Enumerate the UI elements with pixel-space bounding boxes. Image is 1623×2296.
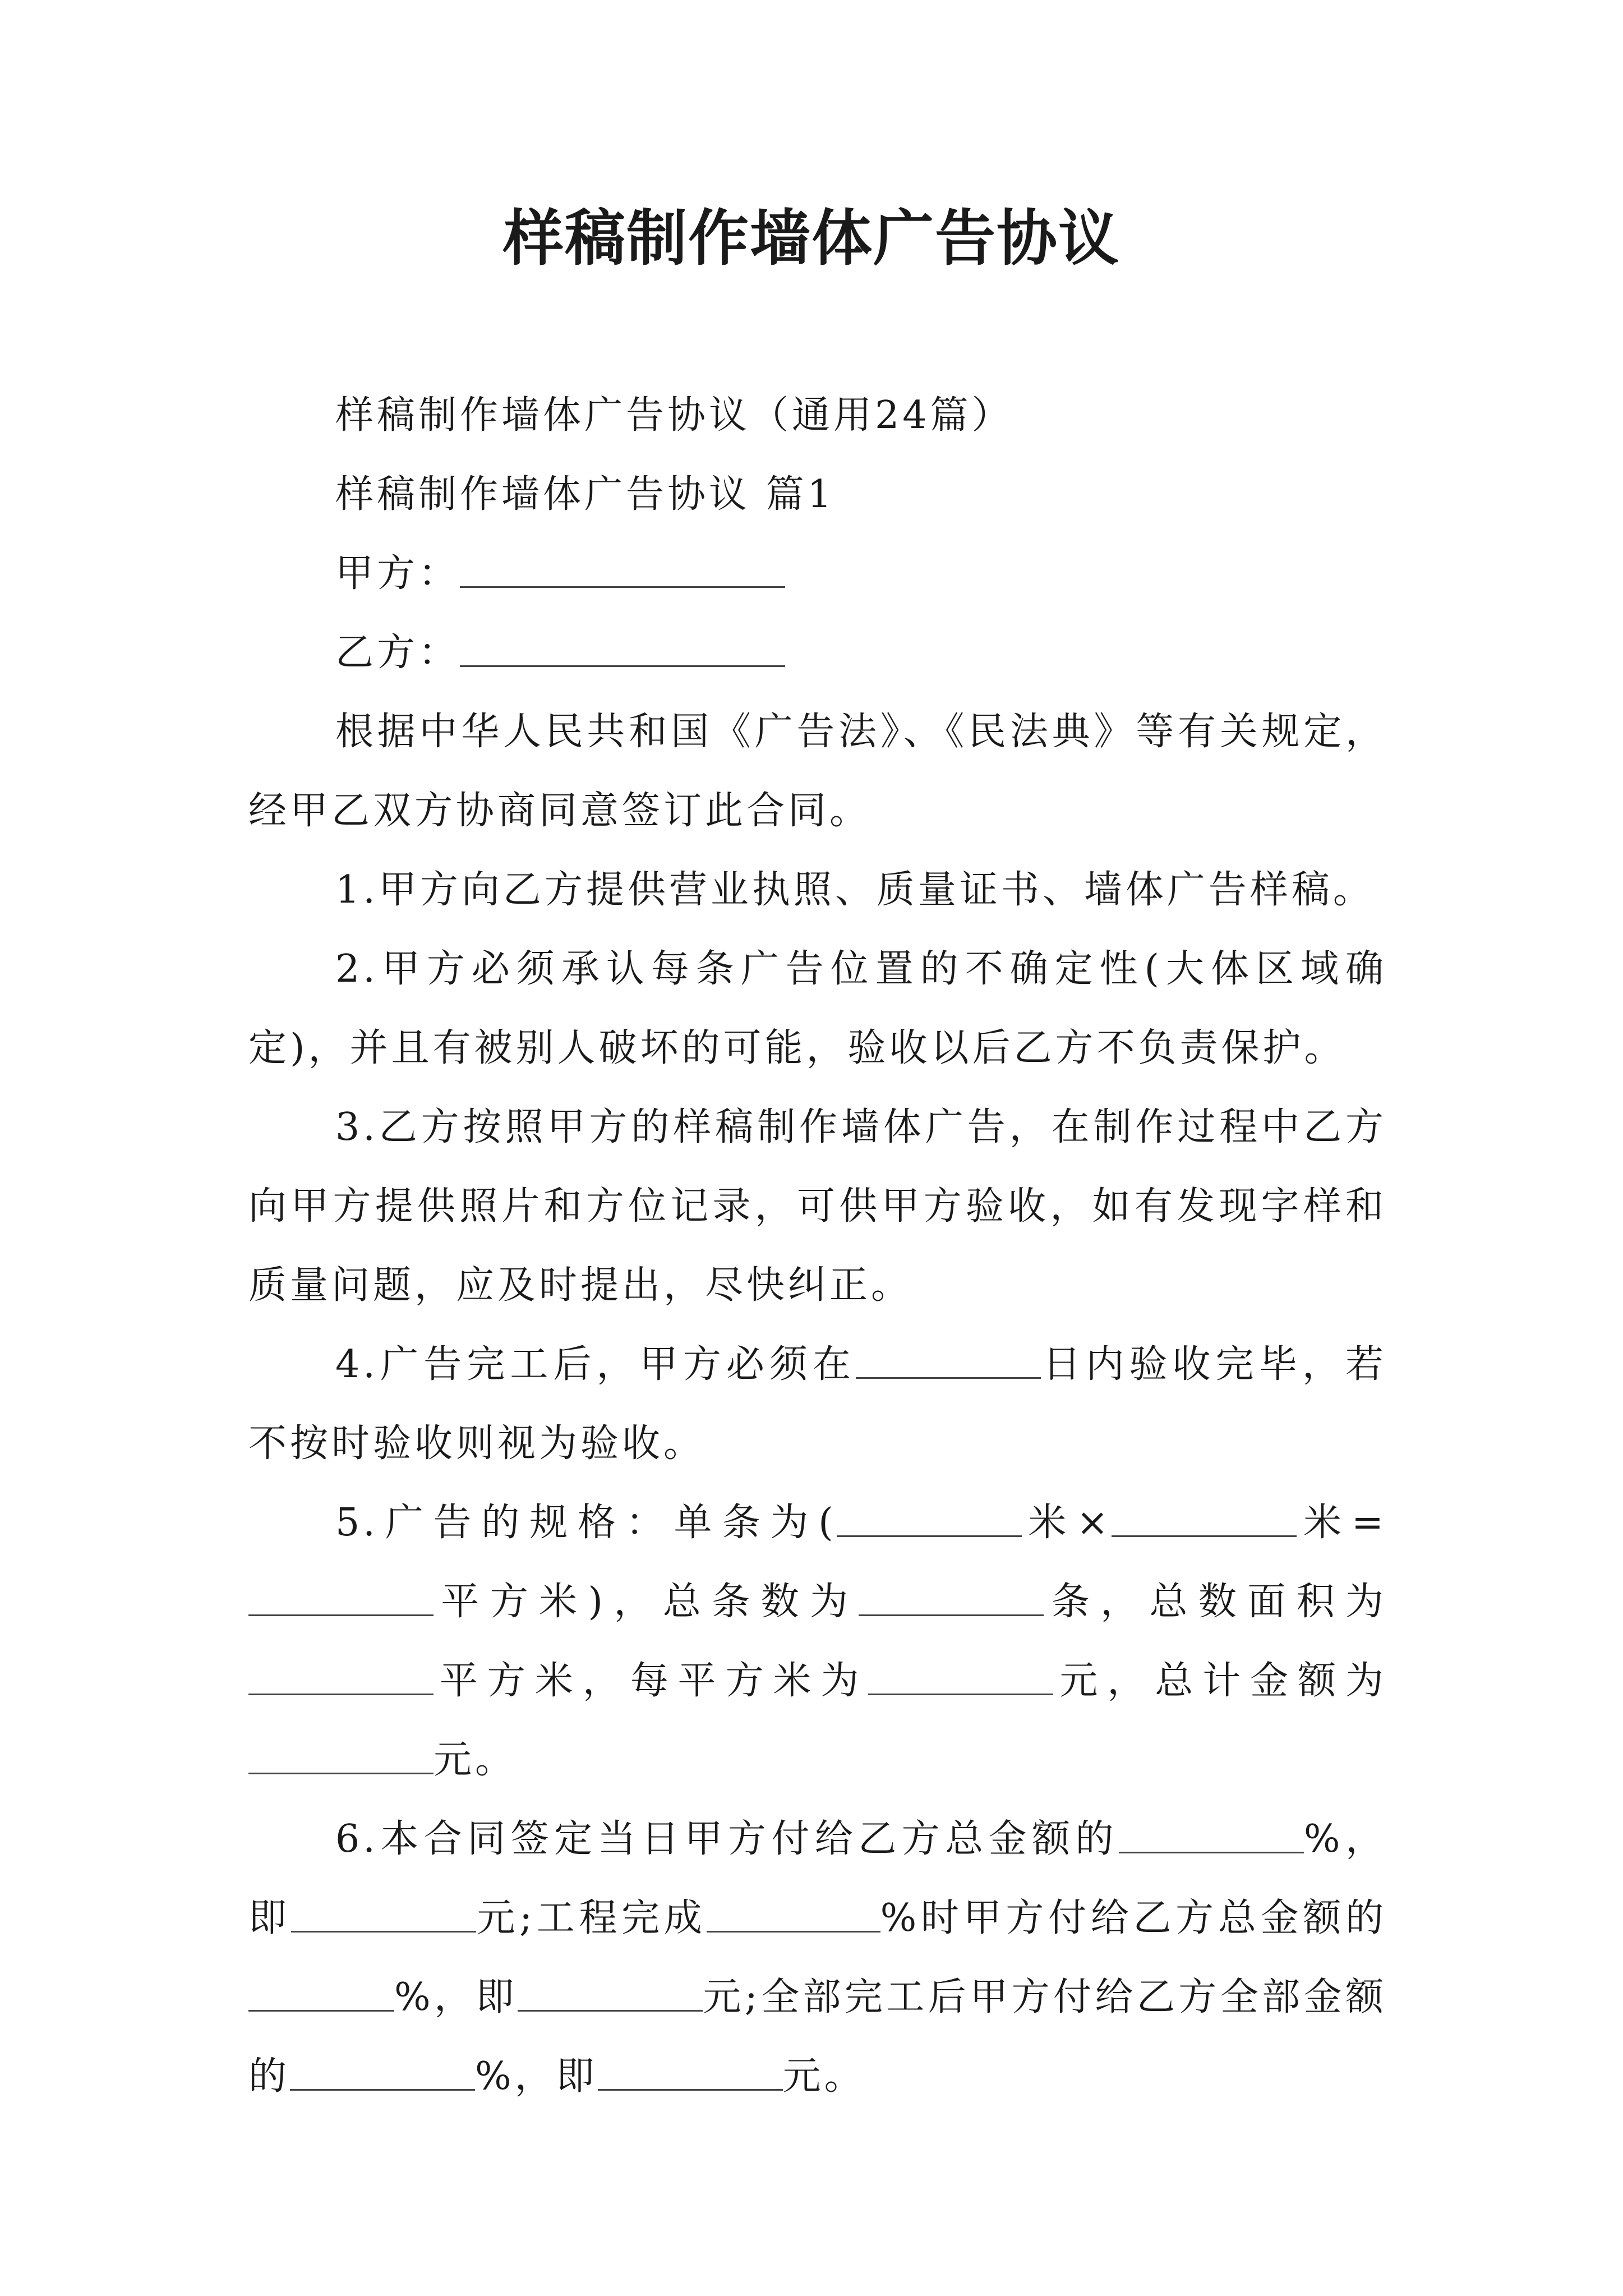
clause-6-text-5: %，即 <box>394 1975 518 2019</box>
clause-5-blank-unit-price <box>868 1659 1053 1695</box>
party-b-line <box>248 613 1387 692</box>
intro-paragraph: 根据中华人民共和国《广告法》、《民法典》等有关规定，经甲乙双方协商同意签订此合同。 <box>248 710 1387 833</box>
clause-5-text-8: 元。 <box>434 1738 517 1782</box>
clause-5-blank-area <box>248 1580 434 1616</box>
clause-5 <box>248 1483 1387 1800</box>
clause-4 <box>248 1325 1387 1483</box>
clause-6-blank-percent-1 <box>1119 1818 1304 1853</box>
party-b-blank <box>460 631 785 667</box>
clause-6-blank-percent-2 <box>248 1976 394 2012</box>
clause-2: 2.甲方必须承认每条广告位置的不确定性(大体区域确定)，并且有被别人破坏的可能，验收以后乙方不负责保护。 <box>248 947 1387 1070</box>
clause-6-text-8: 元。 <box>782 2054 866 2099</box>
clause-3: 3.乙方按照甲方的样稿制作墙体广告，在制作过程中乙方向甲方提供照片和方位记录，可供甲方验收，如有发现字样和质量问题，应及时提出，尽快纠正。 <box>248 1105 1387 1308</box>
clause-6-blank-amount-2 <box>518 1976 703 2012</box>
clause-6-blank-percent-3 <box>290 2055 475 2091</box>
clause-5-blank-count <box>859 1580 1044 1616</box>
clause-5-blank-total-amount <box>248 1738 434 1774</box>
section-heading: 样稿制作墙体广告协议 篇1 <box>335 472 835 517</box>
party-a-blank <box>460 552 785 588</box>
clause-6 <box>248 1800 1387 2116</box>
clause-6-text-1: 6.本合同签定当日甲方付给乙方总金额的 <box>335 1817 1119 1861</box>
clause-4-text-1: 4.广告完工后，甲方必须在 <box>335 1342 856 1387</box>
party-a-line <box>248 534 1387 613</box>
clause-5-text-2: 米× <box>1021 1501 1112 1545</box>
clause-6-text-2: %，即 <box>248 1817 1387 1940</box>
document-body <box>248 376 1387 2116</box>
clause-5-blank-width <box>1112 1501 1297 1537</box>
clause-5-text-4: 平方米)，总条数为 <box>434 1580 859 1624</box>
party-b-label: 乙方： <box>335 631 460 675</box>
clause-5-text-3: 米= <box>1297 1501 1387 1545</box>
clause-6-text-6: 元;全部完工后甲方付给乙方全部金额的 <box>248 1975 1387 2099</box>
clause-5-text-7: 元，总计金额为 <box>1053 1659 1387 1703</box>
clause-5-text-5: 条，总数面积为 <box>1044 1580 1387 1624</box>
clause-1: 1.甲方向乙方提供营业执照、质量证书、墙体广告样稿。 <box>335 868 1375 912</box>
clause-5-blank-total-area <box>248 1659 434 1695</box>
clause-6-text-7: %，即 <box>475 2054 598 2099</box>
clause-6-blank-amount-1 <box>291 1897 476 1932</box>
clause-4-text-2: 日内验收完毕，若不按时验收则视为验收。 <box>248 1342 1387 1466</box>
clause-6-blank-amount-3 <box>598 2055 783 2091</box>
party-a-label: 甲方： <box>335 551 460 596</box>
clause-5-text-1: 5.广告的规格：单条为( <box>335 1501 837 1545</box>
subtitle: 样稿制作墙体广告协议（通用24篇） <box>335 393 1013 438</box>
clause-4-blank-days <box>856 1343 1041 1379</box>
clause-6-blank-progress <box>707 1897 880 1932</box>
document-title: 样稿制作墙体广告协议 <box>502 203 1120 274</box>
clause-6-text-4: %时甲方付给乙方总金额的 <box>880 1896 1387 1940</box>
clause-6-text-3: 元;工程完成 <box>476 1896 707 1940</box>
clause-5-blank-length <box>837 1501 1022 1537</box>
clause-5-text-6: 平方米，每平方米为 <box>434 1659 869 1703</box>
